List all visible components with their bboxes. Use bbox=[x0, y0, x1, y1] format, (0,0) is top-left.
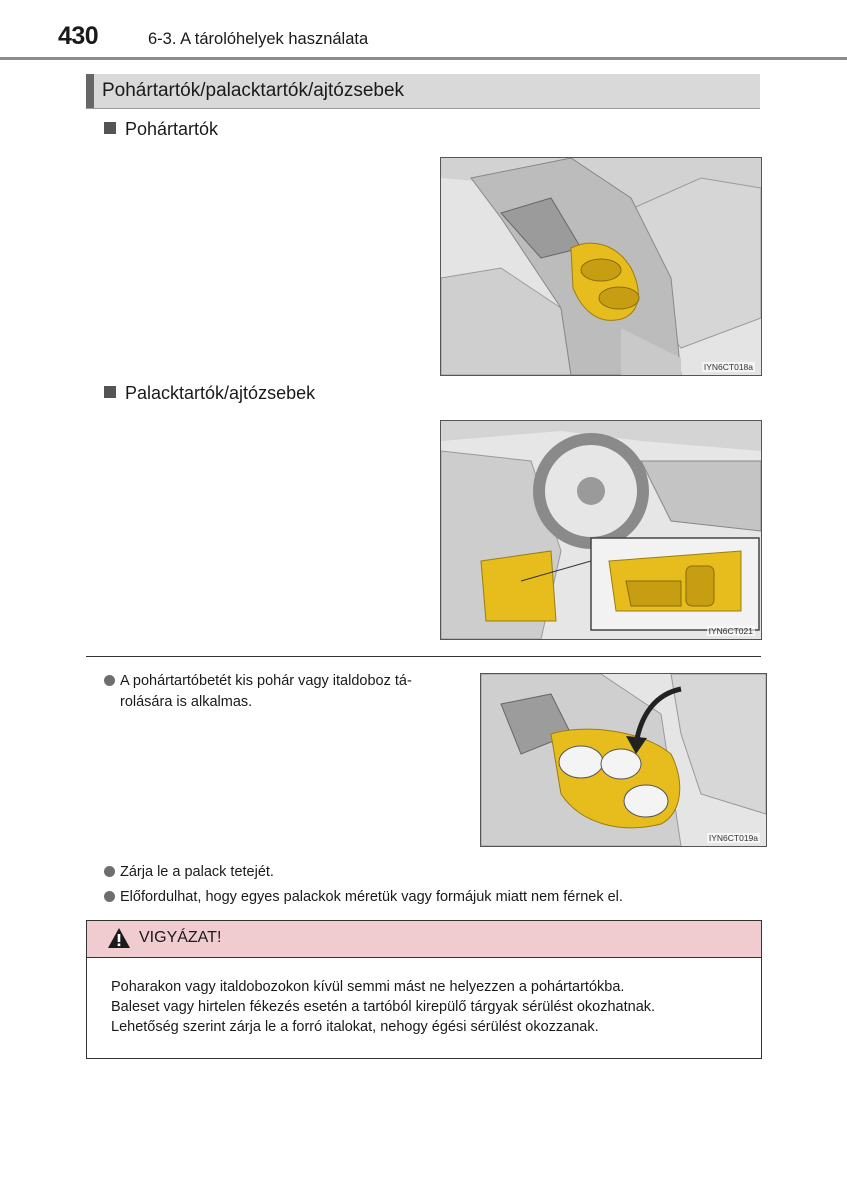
note-text: Zárja le a palack tetejét. bbox=[120, 864, 274, 880]
caution-box bbox=[86, 920, 762, 1059]
round-bullet-icon bbox=[104, 675, 115, 686]
figure-code: IYN6CT021 bbox=[708, 626, 753, 636]
door-pocket-illustration bbox=[441, 421, 761, 639]
subsection-title: Palacktartók/ajtózsebek bbox=[125, 383, 316, 403]
section-heading bbox=[86, 74, 760, 109]
caution-title: VIGYÁZAT! bbox=[139, 929, 222, 946]
note-text: A pohártartóbetét kis pohár vagy italdoboz tá- bbox=[120, 673, 412, 689]
caution-line: Baleset vagy hirtelen fékezés esetén a tartóból kirepülő tárgyak sérülést okozhatnak. bbox=[111, 999, 656, 1015]
caution-line: Poharakon vagy italdobozokon kívül semmi mást ne helyezzen a pohártartókba. bbox=[111, 979, 625, 995]
figure-code: IYN6CT019a bbox=[708, 833, 758, 843]
notes-divider bbox=[86, 656, 761, 657]
bottle-holder-figure bbox=[440, 420, 762, 640]
caution-body bbox=[111, 977, 751, 1037]
square-bullet-icon bbox=[104, 122, 116, 134]
caution-line: Lehetőség szerint zárja le a forró italokat, nehogy égési sérülést okozzanak. bbox=[111, 1019, 599, 1035]
round-bullet-icon bbox=[104, 891, 115, 902]
cup-holder-figure bbox=[440, 157, 762, 376]
header-rule bbox=[0, 57, 847, 60]
page-number: 430 bbox=[58, 22, 99, 50]
section-heading-bar bbox=[86, 74, 94, 108]
square-bullet-icon bbox=[104, 386, 116, 398]
note-text-continued: rolására is alkalmas. bbox=[120, 694, 253, 710]
chapter-title: 6-3. A tárolóhelyek használata bbox=[148, 30, 369, 48]
section-title: Pohártartók/palacktartók/ajtózsebek bbox=[102, 80, 405, 101]
caution-header bbox=[87, 921, 761, 958]
cup-holder-illustration bbox=[441, 158, 761, 375]
note-cup-insert bbox=[104, 671, 474, 713]
note-close-bottle bbox=[104, 862, 274, 883]
round-bullet-icon bbox=[104, 866, 115, 877]
warning-icon bbox=[107, 927, 131, 949]
subsection-title: Pohártartók bbox=[125, 119, 219, 139]
cans-in-cupholder-illustration bbox=[481, 674, 766, 846]
note-text: Előfordulhat, hogy egyes palackok méretük vagy formájuk miatt nem férnek el. bbox=[120, 889, 623, 905]
can-holder-figure bbox=[480, 673, 767, 847]
subsection-bottle-holders bbox=[104, 383, 315, 404]
figure-code: IYN6CT018a bbox=[703, 362, 753, 372]
subsection-cup-holders bbox=[104, 119, 218, 140]
note-bottle-fit bbox=[104, 887, 623, 908]
